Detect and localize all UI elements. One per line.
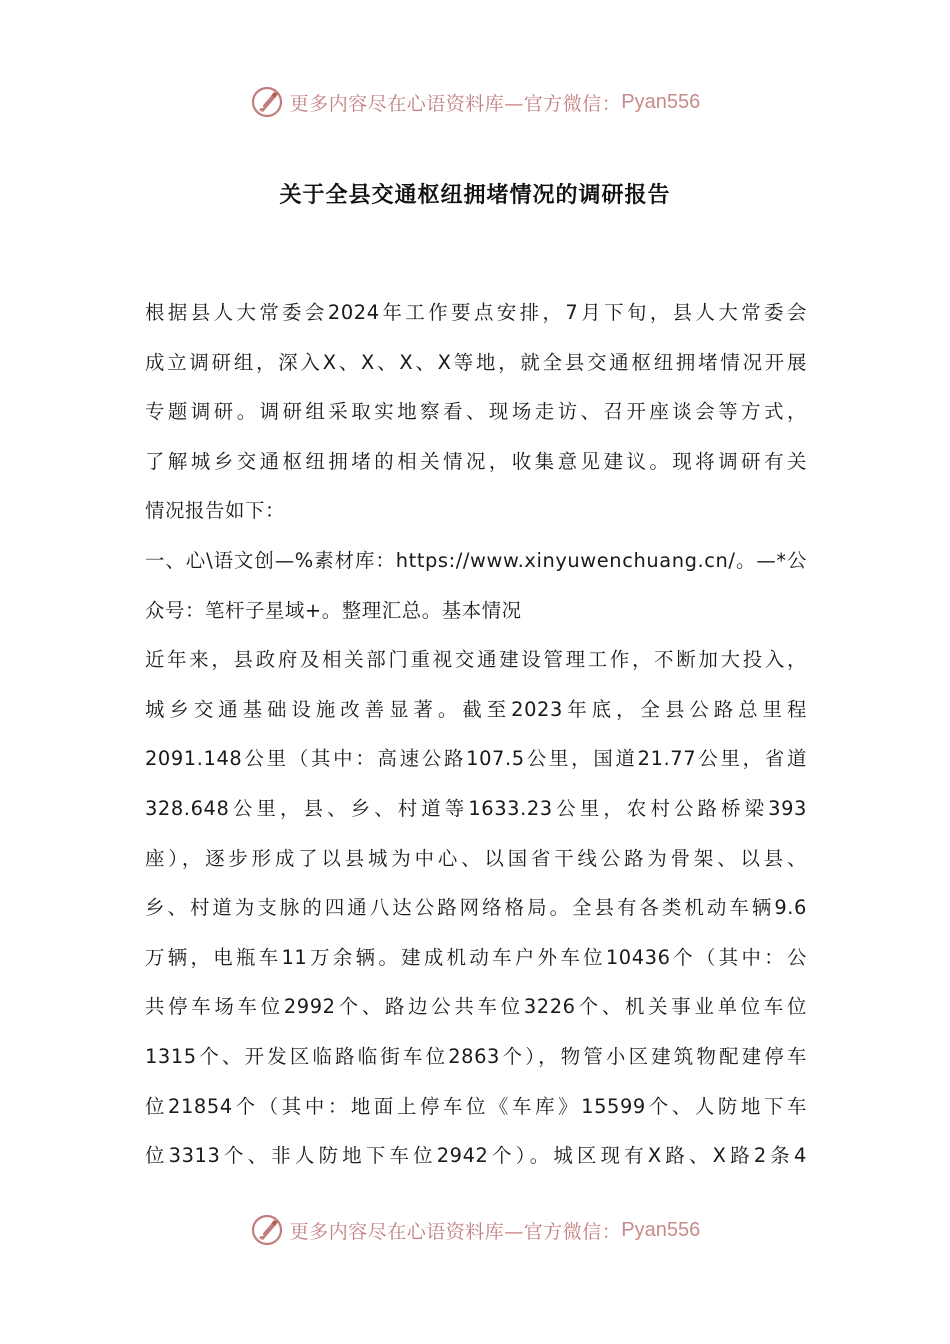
pen-nib-circle-icon xyxy=(250,1213,284,1247)
body-line: 328.648公里，县、乡、村道等1633.23公里，农村公路桥梁393 xyxy=(145,796,807,820)
watermark-banner-top xyxy=(0,82,950,122)
body-line: 城乡交通基础设施改善显著。截至2023年底，全县公路总里程 xyxy=(145,697,807,721)
body-line: 情况报告如下： xyxy=(145,499,285,523)
watermark-site-text: 更多内容尽在心语资料库—官方微信： xyxy=(289,92,622,115)
body-line: 成立调研组，深入X、X、X、X等地，就全县交通枢纽拥堵情况开展 xyxy=(145,350,807,374)
body-line: 乡、村道为支脉的四通八达公路网络格局。全县有各类机动车辆9.6 xyxy=(145,896,807,920)
body-line: 位3313个、非人防地下车位2942个）。城区现有X路、X路2条4 xyxy=(145,1144,807,1168)
watermark-wechat-id: Pyan556 xyxy=(621,90,701,113)
document-body xyxy=(145,288,807,1181)
watermark-site-text: 更多内容尽在心语资料库—官方微信： xyxy=(289,1220,622,1243)
body-line: 一、心\语文创—%素材库：https://www.xinyuwenchuang.cn/。—*公 xyxy=(145,548,807,572)
body-line: 专题调研。调研组采取实地察看、现场走访、召开座谈会等方式， xyxy=(145,400,807,424)
body-line: 了解城乡交通枢纽拥堵的相关情况，收集意见建议。现将调研有关 xyxy=(145,449,807,473)
watermark-banner-bottom xyxy=(0,1210,950,1250)
watermark-wechat-id: Pyan556 xyxy=(621,1218,701,1241)
body-line: 根据县人大常委会2024年工作要点安排，7月下旬，县人大常委会 xyxy=(145,301,807,324)
body-line: 万辆，电瓶车11万余辆。建成机动车户外车位10436个（其中：公 xyxy=(145,945,807,969)
body-line: 1315个、开发区临路临街车位2863个），物管小区建筑物配建停车 xyxy=(145,1044,807,1068)
body-line: 座），逐步形成了以县城为中心、以国省干线公路为骨架、以县、 xyxy=(145,846,807,870)
body-line: 2091.148公里（其中：高速公路107.5公里，国道21.77公里，省道 xyxy=(145,747,807,771)
body-line: 共停车场车位2992个、路边公共车位3226个、机关事业单位车位 xyxy=(145,995,807,1019)
body-line: 众号：笔杆子星域+。整理汇总。基本情况 xyxy=(145,598,522,622)
body-line: 位21854个（其中：地面上停车位《车库》15599个、人防地下车 xyxy=(145,1094,807,1118)
body-line: 近年来，县政府及相关部门重视交通建设管理工作，不断加大投入， xyxy=(145,648,807,672)
document-title: 关于全县交通枢纽拥堵情况的调研报告 xyxy=(279,182,671,208)
pen-nib-circle-icon xyxy=(250,85,284,119)
